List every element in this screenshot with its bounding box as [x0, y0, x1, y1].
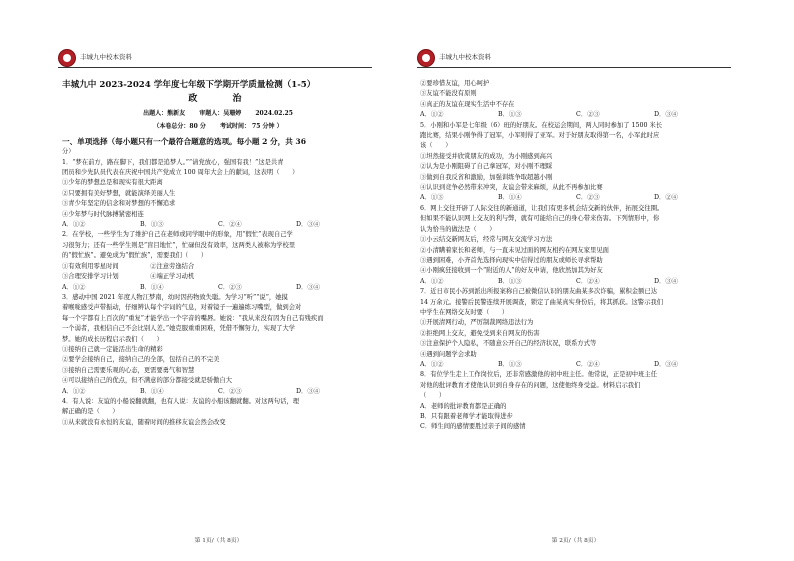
text-line: 该（ ） [420, 142, 452, 150]
text-line: 习很努力；还有一些学生则是“盲目地忙”，忙碌但没有效率，这两类人被称为学校里 [62, 241, 296, 249]
question-5-options [420, 193, 738, 203]
statement: ④认识到竞争必然带来冲突，友谊会带来麻烦，从此不再参加比赛 [420, 184, 603, 192]
statement: ②小清瞒着家长和老师，与一直未见过面的网友相约在网友家里见面 [420, 246, 609, 254]
text-line: 的“假忙族”。避免成为“假忙族”，需要我们（ ） [62, 252, 208, 260]
question-4-options [420, 110, 738, 120]
question-7-stem: 7．近日市民小苏到派出所报案称自己被微信认识的朋友曲某多次诈骗，累积金额已达 [420, 288, 657, 296]
option: A．①② [420, 360, 444, 368]
statement: ④小刚疯狂接收到一个“附近的人”的好友申请，他欣然加其为好友 [420, 267, 603, 275]
page-right-content [420, 79, 738, 433]
school-logo-icon [58, 49, 76, 67]
text-line: 14 万余元。接警后民警连续开展调查，锁定了曲某真实身份后，将其抓获。这警示我们 [420, 298, 663, 306]
statement: ②认为是小刚阻碍了自己拿冠军，对小刚不理睬 [420, 163, 553, 171]
statement: ①少年的梦想总是和现实有很大距离 [62, 179, 163, 187]
question-8-stem: 8．有位学生走上工作岗位后，还非常感激他的初中班主任。他常说，正是初中班主任 [420, 371, 657, 379]
option: D．③④ [654, 360, 678, 368]
text-line: 团员和少先队员代表在庆祝中国共产党成立 100 周年大会上的献词，这表明（ ） [62, 169, 299, 177]
statement: ④真正的友谊在现实生活中不存在 [420, 100, 515, 108]
text-line: 梦。她的成长历程启示我们（ ） [62, 335, 163, 343]
option: C．②④ [576, 360, 600, 368]
statement: ②要学会接纳自己，接纳自己的全部，包括自己的不完美 [62, 356, 220, 364]
statement: ③注意保护个人隐私，不随意公开自己的经济状况，联系方式等 [420, 340, 597, 348]
exam-title: 丰城九中 2023-2024 学年度七年级下学期开学质量检测（1-5） [62, 80, 316, 90]
section-heading: 一、单项选择（每小题只有一个最符合题意的选项。每小题 2 分，共 36 [62, 137, 306, 147]
option: B．①③ [498, 277, 522, 285]
header-rule [58, 67, 372, 68]
text-line: 每一个字都有上百次的“重复”才能学出一个字音的嘴唇。她说：“我从来没有因为自己有残疾而 [62, 314, 324, 322]
school-name: 丰城九中校本资料 [439, 53, 491, 61]
question-3-options [62, 387, 374, 397]
page-footer: 第 2页/（共 8页） [551, 538, 600, 544]
option: D．③④ [296, 221, 320, 229]
reviewer: 审题人：吴珊婷 [199, 110, 242, 118]
statement: ③做到自我反省和激励，加强训练争取超越小刚 [420, 173, 553, 181]
setter: 出题人：熊新友 [143, 110, 186, 118]
page-left-content [62, 80, 374, 428]
question-6-stem: 6．网上交往开辟了人际交往的新通道，让我们有更多机会结交新的伙伴，拓展交往圈。 [420, 204, 664, 212]
exam-date: 2024.02.25 [255, 110, 293, 118]
exam-subject: 政 治 [188, 94, 258, 104]
option: B．①④ [140, 387, 164, 395]
option: C．②④ [218, 221, 242, 229]
option: C．②③ [576, 111, 600, 119]
page-header [417, 52, 731, 66]
statement: ③合理安排学习计划 ④端正学习动机 [62, 273, 195, 281]
statement: ②只要拥有美好梦想，就能演绎美丽人生 [62, 189, 176, 197]
statement: ①坦然接受并欣赏朋友的成功，为小刚感到高兴 [420, 152, 553, 160]
question-2-stem: 2．在学校，一些学生为了维护自己在老师或同学眼中的形象，用“假忙”表现自己学 [62, 231, 293, 239]
option: D．③④ [654, 277, 678, 285]
statement: ①开展清网行动，严厉制裁网络违法行为 [420, 319, 534, 327]
option: D．③④ [296, 283, 320, 291]
statement: ④少年梦与时代脉搏紧密相连 [62, 210, 144, 218]
question-4-stem: 4．有人说：友谊的小船说翻就翻，也有人说：友谊的小船该翻就翻。对这两句话，理 [62, 397, 299, 405]
question-3-stem: 3．感动中国 2021 年度人物江梦南，幼时因药物致失聪。为学习“听”“说”，她摸 [62, 293, 288, 301]
school-logo-icon [417, 49, 435, 67]
page-right [397, 0, 794, 561]
statement: ③接纳自己需要乐观的心态，更需要勇气和智慧 [62, 366, 195, 374]
statement: ②拒绝网上交友，避免受到来自网友的伤害 [420, 329, 540, 337]
text-line: 认为恰当的做法是（ ） [420, 225, 496, 233]
option: A．①② [62, 283, 86, 291]
question-7-options [420, 360, 738, 370]
option: A．①② [420, 111, 444, 119]
text-line: 但如果不能认识网上交友的利与弊，就有可能给自己的身心带来伤害。下列情形中，你 [420, 215, 660, 223]
option: A．老师的批评教育都是正确的 [420, 402, 507, 410]
option: B．①③ [498, 111, 522, 119]
statement: ①从来就没有永恒的友谊，随着时间的推移友谊会然会改变 [62, 418, 226, 426]
option: D．②④ [654, 194, 678, 202]
page-header [58, 52, 372, 66]
option: C．②③ [576, 194, 600, 202]
statement: ③青少年坚定的信念和对梦想的不懈追求 [62, 200, 176, 208]
total-score: （本卷总分：80 分 [153, 122, 206, 130]
option: C．师生间的感情要胜过亲子间的感情 [420, 423, 526, 431]
statement: ①小云结交新网友后，经常与网友交流学习方法 [420, 236, 553, 244]
statement: ④遇到问题学会求助 [420, 350, 477, 358]
statement: ①接纳自己就一定能活出生命的精彩 [62, 345, 163, 353]
option: B．①③ [140, 221, 164, 229]
option: C．②③ [218, 283, 242, 291]
option: A．①② [62, 387, 86, 395]
exam-authors [62, 109, 374, 119]
statement: ③遇到困难，小齐首先选择向现实中信得过的朋友或师长寻求帮助 [420, 256, 603, 264]
question-1-stem: 1．“梦在前方，路在脚下，我们都是追梦人。”“请党放心，强国有我！”这是共青 [62, 158, 284, 166]
text-line: 跑比赛，结果小刚争得了冠军，小军则得了亚军。对于好朋友取得第一名，小军此时应 [420, 132, 660, 140]
text-line: 中学生在网络交友时要（ ） [420, 308, 509, 316]
option: C．②③ [218, 387, 242, 395]
statement: ②要珍惜友谊，用心呵护 [420, 80, 490, 87]
text-line: 解正确的是（ ） [62, 408, 119, 416]
question-1-options [62, 220, 374, 230]
option: D．③④ [654, 111, 678, 119]
question-6-options [420, 277, 738, 287]
statement: ③友谊不能没有原则 [420, 90, 477, 98]
text-line: （ ） [420, 392, 446, 400]
text-line: 对他的批评教育才使他认识到自身存在的问题，这使他终身受益。材料启示我们 [420, 381, 641, 389]
statement: ④可以接纳自己的优点，但不满意的部分都接受就是骄傲自大 [62, 377, 233, 385]
statement: ①有效利用零星时间 ②注意劳逸结合 [62, 262, 195, 270]
option: D．③④ [296, 387, 320, 395]
option: A．①② [62, 221, 86, 229]
text-line: 着喉咙感受声带振动，仔细辨认每个字词的气息，对着镜子一遍遍练习嘴型，做到会对 [62, 304, 302, 312]
question-5-stem: 5．小刚和小军是七年级（6）班的好朋友。在校运会期间，两人同时参加了 1500 米长 [420, 121, 663, 129]
school-name: 丰城九中校本资料 [80, 53, 132, 61]
option: A．①② [420, 277, 444, 285]
exam-time: 考试时间： 75 分钟 ） [219, 122, 283, 130]
option: B．①④ [498, 194, 522, 202]
exam-info [62, 122, 374, 132]
header-rule [417, 67, 731, 68]
text-line: 分） [62, 148, 75, 156]
option: C．②④ [576, 277, 600, 285]
page-footer: 第 1页/（共 8页） [194, 538, 243, 544]
option: B．①④ [140, 283, 164, 291]
option: A．①③ [420, 194, 444, 202]
question-2-options [62, 283, 374, 293]
text-line: 一个弱者，我相信自己不会比别人差。”她克服重重困难，凭借不懈努力，实现了大学 [62, 325, 296, 333]
option: B．只有跟着老师学才能取得进步 [420, 413, 513, 420]
option: B．①③ [498, 360, 522, 368]
